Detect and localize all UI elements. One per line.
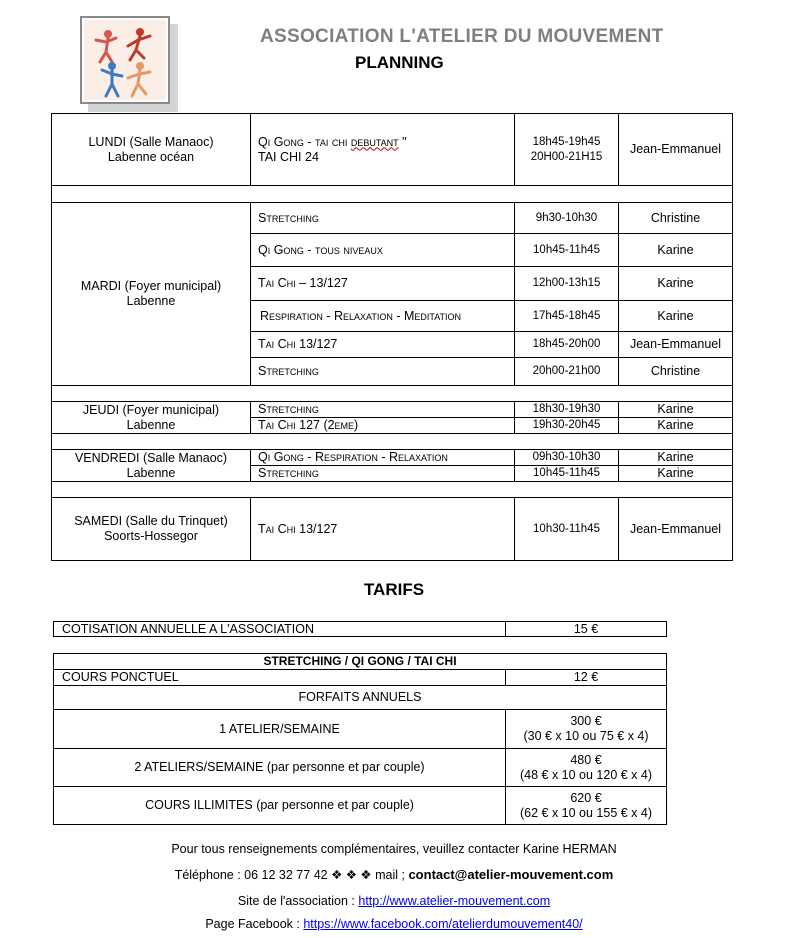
day-name: VENDREDI (Salle Manaoc) bbox=[74, 450, 228, 465]
time-cell: 12h00-13h15 bbox=[532, 277, 601, 289]
forfait-price-detail: (62 € x 10 ou 155 € x 4) bbox=[519, 805, 653, 820]
forfait-price bbox=[506, 710, 666, 748]
contact-info-line: Pour tous renseignements complémentaires, veuillez contacter Karine HERMAN bbox=[171, 842, 617, 856]
teacher-cell: Christine bbox=[650, 210, 701, 225]
activity-cell: Tai Chi 13/127 bbox=[258, 521, 338, 536]
tarifs-title: TARIFS bbox=[363, 580, 425, 599]
forfait-price bbox=[506, 749, 666, 786]
time-cell: 9h30-10h30 bbox=[535, 211, 598, 224]
time-line1: 18h45-19h45 bbox=[532, 135, 601, 148]
activity-label-misspelled: debutant bbox=[350, 134, 399, 149]
activity-cell: Tai Chi – 13/127 bbox=[258, 276, 348, 290]
time-cell: 10h30-11h45 bbox=[533, 522, 600, 535]
day-name: LUNDI (Salle Manaoc) bbox=[88, 134, 214, 149]
planning-title: PLANNING bbox=[355, 53, 444, 72]
facebook-link[interactable]: https://www.facebook.com/atelierdumouvement40/ bbox=[303, 917, 583, 931]
website-link[interactable]: http://www.atelier-mouvement.com bbox=[358, 894, 551, 908]
activity-cell: Qi Gong - Respiration - Relaxation bbox=[258, 450, 448, 464]
activity-cell: Qi Gong - tous niveaux bbox=[258, 242, 383, 257]
forfait-price-value: 300 € bbox=[570, 714, 602, 728]
teacher-cell: Karine bbox=[657, 276, 694, 290]
tarifs-section-header: STRETCHING / QI GONG / TAI CHI bbox=[263, 654, 457, 668]
teacher-cell: Karine bbox=[657, 308, 694, 323]
association-title: ASSOCIATION L'ATELIER DU MOUVEMENT bbox=[260, 26, 664, 47]
day-location: Soorts-Hossegor bbox=[104, 529, 198, 543]
day-location: Labenne bbox=[126, 294, 176, 308]
teacher-cell: Jean-Emmanuel bbox=[629, 521, 721, 536]
teacher-cell: Karine bbox=[657, 450, 694, 464]
activity-cell: Tai Chi 13/127 bbox=[258, 337, 338, 351]
teacher-cell: Karine bbox=[657, 242, 694, 257]
time-cell: 10h45-11h45 bbox=[533, 243, 600, 256]
teacher-cell: Jean-Emmanuel bbox=[629, 142, 721, 156]
teacher-cell: Christine bbox=[650, 364, 701, 378]
day-location: Labenne bbox=[126, 417, 176, 432]
time-cell: 19h30-20h45 bbox=[532, 419, 601, 431]
email-link[interactable]: contact@atelier-mouvement.com bbox=[408, 867, 614, 882]
activity-cell: Stretching bbox=[258, 210, 319, 225]
day-name: SAMEDI (Salle du Trinquet) bbox=[74, 514, 228, 528]
forfait-label: COURS ILLIMITES (par personne et par couple) bbox=[145, 798, 414, 812]
activity-cell: Respiration - Relaxation - Meditation bbox=[260, 308, 462, 323]
time-cell: 10h45-11h45 bbox=[533, 467, 600, 479]
facebook-line bbox=[0, 917, 788, 931]
facebook-label: Page Facebook : bbox=[205, 917, 304, 931]
time-cell: 17h45-18h45 bbox=[532, 309, 601, 322]
time-cell: 20h00-21h00 bbox=[532, 365, 601, 377]
teacher-cell: Karine bbox=[657, 402, 694, 416]
forfait-price bbox=[506, 787, 666, 824]
teacher-cell: Jean-Emmanuel bbox=[629, 337, 721, 351]
day-name: JEUDI (Foyer municipal) bbox=[82, 402, 220, 417]
time-line2: 20H00-21H15 bbox=[530, 150, 603, 163]
teacher-cell: Karine bbox=[657, 418, 694, 432]
activity-label-line2: TAI CHI 24 bbox=[258, 149, 319, 164]
website-label: Site de l'association : bbox=[237, 894, 359, 908]
forfait-label: 1 ATELIER/SEMAINE bbox=[219, 721, 340, 736]
teacher-cell: Karine bbox=[657, 466, 694, 480]
activity-cell: Tai Chi 127 (2eme) bbox=[258, 418, 359, 432]
contact-phone-line bbox=[0, 867, 788, 882]
day-location: Labenne bbox=[126, 465, 176, 480]
website-line bbox=[0, 894, 788, 908]
activity-label-tail: " bbox=[398, 134, 407, 149]
day-name: MARDI (Foyer municipal) bbox=[80, 279, 222, 293]
forfait-price-value: 620 € bbox=[570, 790, 602, 805]
forfait-label: 2 ATELIERS/SEMAINE (par personne et par couple) bbox=[134, 760, 425, 774]
activity-label: Qi Gong - tai chi bbox=[258, 134, 351, 149]
phone-text: Téléphone : 06 12 32 77 42 ❖ ❖ ❖ mail ; bbox=[174, 868, 409, 882]
ponctuel-label: COURS PONCTUEL bbox=[62, 670, 179, 684]
forfait-price-value: 480 € bbox=[570, 752, 602, 767]
time-cell: 09h30-10h30 bbox=[532, 451, 601, 463]
cotisation-label: COTISATION ANNUELLE A L'ASSOCIATION bbox=[62, 621, 314, 636]
time-cell: 18h30-19h30 bbox=[532, 403, 601, 415]
time-cell: 18h45-20h00 bbox=[532, 338, 601, 350]
day-location: Labenne océan bbox=[107, 149, 195, 164]
ponctuel-price: 12 € bbox=[573, 670, 599, 684]
activity-cell: Stretching bbox=[258, 364, 319, 378]
forfait-price-detail: (30 € x 10 ou 75 € x 4) bbox=[523, 729, 649, 743]
forfaits-label: FORFAITS ANNUELS bbox=[298, 690, 422, 704]
forfait-price-detail: (48 € x 10 ou 120 € x 4) bbox=[519, 767, 653, 782]
activity-cell: Stretching bbox=[258, 402, 319, 416]
cotisation-price: 15 € bbox=[573, 621, 599, 636]
activity-cell: Stretching bbox=[258, 466, 319, 480]
